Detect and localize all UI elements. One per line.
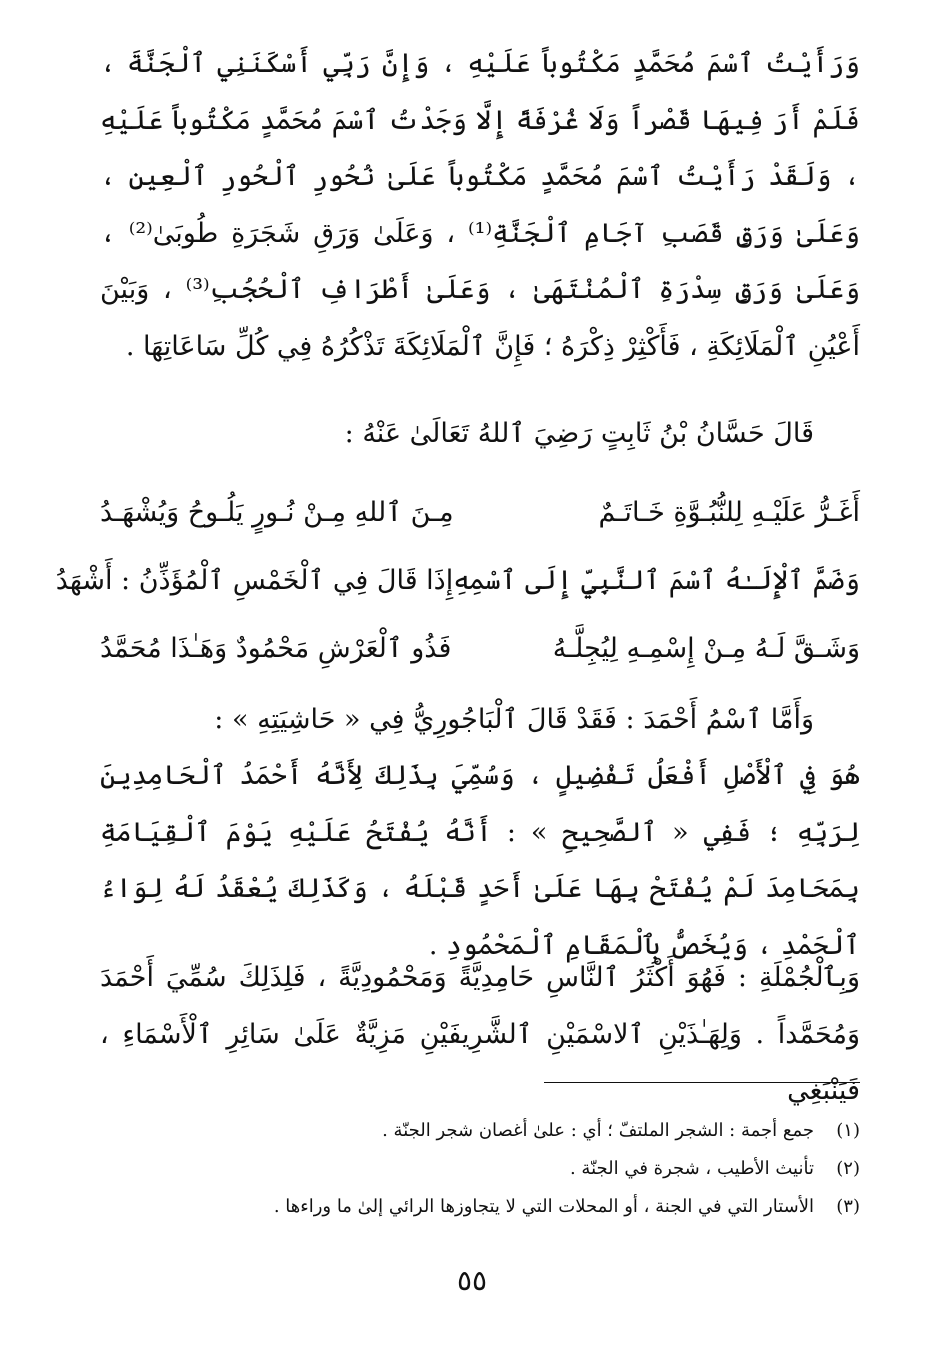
verse-second-hemistich: فَذُو ٱلْعَرْشِ مَحْمُودٌ وَهَـٰذَا مُحَمَّدُ	[100, 632, 452, 664]
footnote-divider	[544, 1082, 860, 1083]
body-paragraph-summary: وَبِٱلْجُمْلَةِ : فَهُوَ أَكْثَرُ ٱلنَّاسِ حَامِدِيَّةً وَمَحْمُودِيَّةً ، فَلِذَلِكَ سُمِّيَ أَحْمَدَ وَمُحَمَّداً . وَلِهَـٰذَيْنِ ٱلاسْمَيْنِ ٱلشَّرِيفَيْنِ مَزِيَّةٌ عَلَىٰ سَائِرِ ٱلْأَسْمَاءِ ، فَيَنْبَغِي	[100, 962, 860, 1106]
poem-verse-1	[100, 478, 860, 546]
poem-verse-2	[55, 546, 860, 614]
verse-first-hemistich: أَغَـرُّ عَلَيْـهِ لِلنُّبُـوَّةِ خَـاتَـمٌ	[598, 496, 860, 528]
body-paragraph-1: وَرَأَيْتُ ٱسْمَ مُحَمَّدٍ مَكْتُوباً عَلَيْهِ ، وَإِنَّ رَبِّي أَسْكَنَنِي ٱلْجَنَّةَ ، فَلَمْ أَرَ فِيهَا قَصْراً وَلَا غُرْفَةً إِلَّا وَجَدْتُ ٱسْمَ مُحَمَّدٍ مَكْتُوباً عَلَيْهِ ، وَلَقَدْ رَأَيْتُ ٱسْمَ مُحَمَّدٍ مَكْتُوباً عَلَىٰ نُحُورِ ٱلْحُورِ ٱلْعِينِ ، وَعَلَىٰ وَرَقِ قَصَبِ آجَامِ ٱلْجَنَّةِ⁽¹⁾ ، وَعَلَىٰ وَرَقِ شَجَرَةِ طُوبَىٰ⁽²⁾ ، وَعَلَىٰ وَرَقِ سِدْرَةِ ٱلْمُنْتَهَىٰ ، وَعَلَىٰ أَطْرَافِ ٱلْحُجُبِ⁽³⁾ ، وَبَيْنَ أَعْيُنِ ٱلْمَلَائِكَةِ ، فَأَكْثِرْ ذِكْرَهُ ؛ فَإِنَّ ٱلْمَلَائِكَةَ تَذْكُرُهُ فِي كُلِّ سَاعَاتِهَا .	[100, 48, 861, 362]
footnote-number: (١)	[836, 1120, 860, 1141]
footnote-number: (٣)	[836, 1196, 860, 1217]
footnote-number: (٢)	[836, 1158, 860, 1179]
poem-block	[55, 478, 860, 682]
verse-first-hemistich: وَشَـقَّ لَـهُ مِـنْ إِسْمِـهِ لِيُجِلَّـهُ	[552, 632, 860, 664]
body-paragraph-ahmad-intro: وَأَمَّا ٱسْمُ أَحْمَدَ : فَقَدْ قَالَ ٱلْبَاجُورِيُّ فِي « حَاشِيَتِهِ » :	[214, 704, 814, 735]
footnote-text: جمع أجمة : الشجر الملتفّ ؛ أي : علىٰ أغصان شجر الجنّة .	[382, 1120, 814, 1141]
footnote-2	[100, 1150, 860, 1188]
footnotes	[100, 1112, 860, 1226]
poem-verse-3	[100, 614, 860, 682]
body-paragraph-quote: هُوَ فِي ٱلْأَصْلِ أَفْعَلُ تَفْضِيلٍ ، وَسُمِّيَ بِذَلِكَ لِأَنَّهُ أَحْمَدُ ٱلْحَامِدِينَ لِرَبِّهِ ؛ فَفِي « ٱلصَّحِيحِ » : أَنَّهُ يُفْتَحُ عَلَيْهِ يَوْمَ ٱلْقِيَامَةِ بِمَحَامِدَ لَمْ يُفْتَحْ بِهَا عَلَىٰ أَحَدٍ قَبْلَهُ ، وَكَذَلِكَ يُعْقَدُ لَهُ لِوَاءُ ٱلْحَمْدِ ، وَيُخَصُّ بِٱلْمَقَامِ ٱلْمَحْمُودِ .	[100, 760, 860, 961]
page-number: ٥٥	[456, 1264, 488, 1297]
footnote-text: تأنيث الأطيب ، شجرة في الجنّة .	[569, 1158, 814, 1179]
footnote-1	[100, 1112, 860, 1150]
verse-second-hemistich: مِـنَ ٱللهِ مِـنْ نُـورٍ يَلُـوحُ وَيُشْهَـدُ	[100, 496, 454, 528]
verse-first-hemistich: وَضَمَّ ٱلْإِلَـٰهُ ٱسْمَ ٱلنَّبِيِّ إِلَى ٱسْمِهِ	[453, 564, 860, 596]
poem-intro: قَالَ حَسَّانُ بْنُ ثَابِتٍ رَضِيَ ٱللهُ تَعَالَىٰ عَنْهُ :	[344, 418, 814, 449]
verse-second-hemistich: إِذَا قَالَ فِي ٱلْخَمْسِ ٱلْمُؤَذِّنُ : أَشْهَدُ	[55, 564, 454, 596]
footnote-3	[100, 1188, 860, 1226]
footnote-text: الأستار التي في الجنة ، أو المحلات التي لا يتجاوزها الرائي إلىٰ ما وراءها .	[273, 1196, 814, 1217]
